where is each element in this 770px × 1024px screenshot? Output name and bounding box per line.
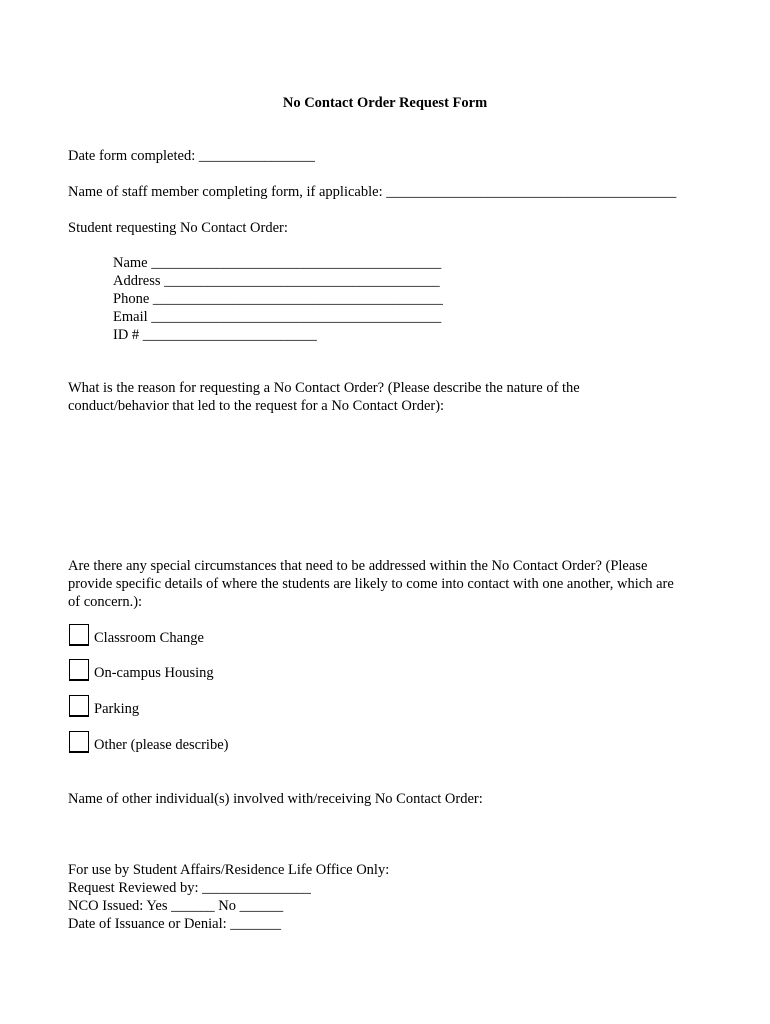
form-title: No Contact Order Request Form <box>282 95 488 111</box>
student-name-field[interactable]: Name ________________________________________ <box>113 255 442 271</box>
classroom-change-checkbox[interactable] <box>69 624 89 645</box>
request-reviewed-by-field[interactable]: Request Reviewed by: _______________ <box>68 880 311 896</box>
other-checkbox[interactable] <box>69 731 89 752</box>
reason-question-line-1: What is the reason for requesting a No Contact Order? (Please describe the nature of the <box>68 380 580 396</box>
student-heading: Student requesting No Contact Order: <box>68 220 288 236</box>
checkbox-row-parking[interactable] <box>0 695 770 719</box>
staff-member-field[interactable]: Name of staff member completing form, if applicable: ________________________________________ <box>68 184 677 200</box>
special-circumstances-line-2: provide specific details of where the students are likely to come into contact with one another, which are <box>68 576 674 592</box>
special-circumstances-line-3: of concern.): <box>68 594 143 610</box>
student-phone-field[interactable]: Phone ________________________________________ <box>113 291 443 307</box>
student-id-field[interactable]: ID # ________________________ <box>113 327 317 343</box>
parking-checkbox[interactable] <box>69 695 89 716</box>
date-completed-field[interactable]: Date form completed: ________________ <box>68 148 315 164</box>
on-campus-housing-checkbox[interactable] <box>69 659 89 680</box>
other-individuals-prompt: Name of other individual(s) involved with/receiving No Contact Order: <box>68 791 483 807</box>
student-address-field[interactable]: Address ______________________________________ <box>113 273 440 289</box>
classroom-change-label: Classroom Change <box>94 630 204 646</box>
student-email-field[interactable]: Email ________________________________________ <box>113 309 442 325</box>
date-of-issuance-field[interactable]: Date of Issuance or Denial: _______ <box>68 916 282 932</box>
other-label: Other (please describe) <box>94 737 229 753</box>
checkbox-row-other[interactable] <box>0 731 770 755</box>
checkbox-row-on-campus-housing[interactable] <box>0 659 770 683</box>
office-use-heading: For use by Student Affairs/Residence Life Office Only: <box>68 862 390 878</box>
on-campus-housing-label: On-campus Housing <box>94 665 214 681</box>
parking-label: Parking <box>94 701 140 717</box>
reason-question-line-2: conduct/behavior that led to the request for a No Contact Order): <box>68 398 445 414</box>
checkbox-row-classroom-change[interactable] <box>0 624 770 648</box>
special-circumstances-line-1: Are there any special circumstances that need to be addressed within the No Contact Order? (Please <box>68 558 648 574</box>
nco-issued-field[interactable]: NCO Issued: Yes ______ No ______ <box>68 898 284 914</box>
